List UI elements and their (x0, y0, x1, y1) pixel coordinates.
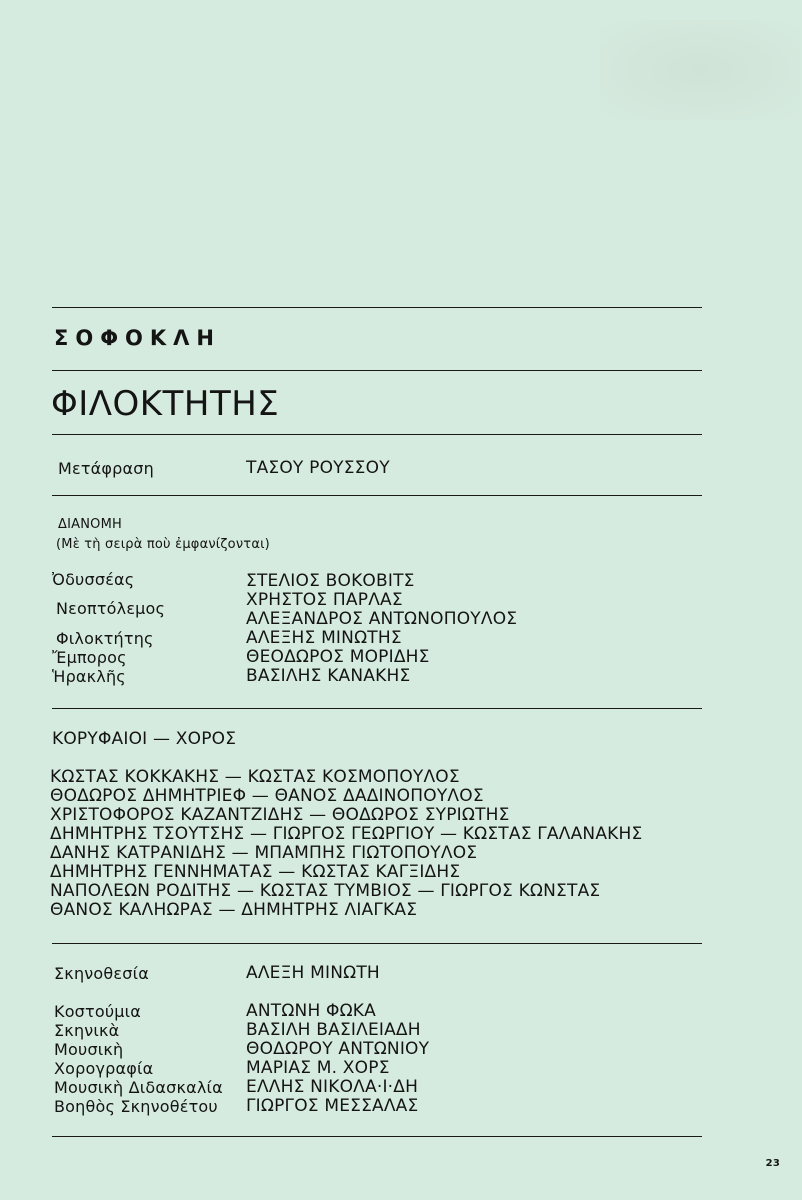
rule-after-cast (52, 708, 702, 709)
credit-name-sets: ΒΑΣΙΛΗ ΒΑΣΙΛΕΙΑΔΗ (246, 1020, 421, 1040)
role-merchant: Ἔμπορος (52, 648, 127, 667)
chorus-line: ΘΑΝΟΣ ΚΑΛΗΩΡΑΣ — ΔΗΜΗΤΡΗΣ ΛΙΑΓΚΑΣ (50, 900, 418, 920)
credit-label-costumes: Κοστούμια (54, 1002, 142, 1021)
chorus-line: ΔΗΜΗΤΡΗΣ ΤΣΟΥΤΣΗΣ — ΓΙΩΡΓΟΣ ΓΕΩΡΓΙΟΥ — ΚΩΣΤΑΣ ΓΑΛΑΝΑΚΗΣ (50, 824, 643, 844)
rule-after-translation (52, 495, 702, 496)
direction-label: Σκηνοθεσία (54, 964, 149, 983)
chorus-line: ΧΡΙΣΤΟΦΟΡΟΣ ΚΑΖΑΝΤΖΙΔΗΣ — ΘΟΔΩΡΟΣ ΣΥΡΙΩΤΗΣ (50, 805, 510, 825)
role-neoptolemus: Νεοπτόλεμος (56, 599, 166, 618)
author-name: ΣΟΦΟΚΛΗ (54, 326, 222, 350)
rule-bottom (52, 1136, 702, 1137)
actor-heracles: ΒΑΣΙΛΗΣ ΚΑΝΑΚΗΣ (246, 666, 411, 686)
cast-heading: ΔΙΑΝΟΜΗ (58, 517, 122, 532)
credit-label-assistant-director: Βοηθὸς Σκηνοθέτου (54, 1097, 218, 1116)
paper-sheen (600, 20, 800, 120)
credit-label-music: Μουσικὴ (54, 1040, 124, 1059)
cast-note: (Μὲ τὴ σειρὰ ποὺ ἐμφανίζονται) (56, 537, 270, 552)
chorus-line: ΘΟΔΩΡΟΣ ΔΗΜΗΤΡΙΕΦ — ΘΑΝΟΣ ΔΑΔΙΝΟΠΟΥΛΟΣ (50, 786, 484, 806)
actor-philoctetes: ΑΛΕΞΗΣ ΜΙΝΩΤΗΣ (246, 628, 402, 648)
actor-odysseus: ΣΤΕΛΙΟΣ ΒΟΚΟΒΙΤΣ (246, 571, 415, 591)
credit-name-assistant-director: ΓΙΩΡΓΟΣ ΜΕΣΣΑΛΑΣ (246, 1096, 419, 1116)
rule-after-chorus (52, 943, 702, 944)
chorus-line: ΔΑΝΗΣ ΚΑΤΡΑΝΙΔΗΣ — ΜΠΑΜΠΗΣ ΓΙΩΤΟΠΟΥΛΟΣ (50, 843, 478, 863)
credit-name-music-teaching: ΕΛΛΗΣ ΝΙΚΟΛΑ·Ι·ΔΗ (246, 1077, 419, 1097)
credit-name-choreography: ΜΑΡΙΑΣ Μ. ΧΟΡΣ (246, 1058, 390, 1078)
play-title: ΦΙΛΟΚΤΗΤΗΣ (51, 384, 280, 424)
translation-name: ΤΑΣΟΥ ΡΟΥΣΣΟΥ (246, 458, 390, 478)
translation-label: Μετάφραση (58, 459, 154, 478)
chorus-line: ΝΑΠΟΛΕΩΝ ΡΟΔΙΤΗΣ — ΚΩΣΤΑΣ ΤΥΜΒΙΟΣ — ΓΙΩΡΓΟΣ ΚΩΝΣΤΑΣ (50, 881, 601, 901)
chorus-line: ΔΗΜΗΤΡΗΣ ΓΕΝΝΗΜΑΤΑΣ — ΚΩΣΤΑΣ ΚΑΓΞΙΔΗΣ (50, 862, 461, 882)
credit-name-music: ΘΟΔΩΡΟΥ ΑΝΤΩΝΙΟΥ (246, 1039, 430, 1059)
role-odysseus: Ὀδυσσέας (52, 570, 135, 589)
role-heracles: Ἡρακλῆς (52, 667, 126, 686)
rule-after-title (52, 434, 702, 435)
actor-merchant: ΘΕΟΔΩΡΟΣ ΜΟΡΙΔΗΣ (246, 647, 430, 667)
rule-top (52, 307, 702, 308)
page-number: 23 (765, 1158, 780, 1169)
role-philoctetes: Φιλοκτήτης (56, 629, 154, 648)
chorus-line: ΚΩΣΤΑΣ ΚΟΚΚΑΚΗΣ — ΚΩΣΤΑΣ ΚΟΣΜΟΠΟΥΛΟΣ (50, 767, 460, 787)
actor-neoptolemus-1: ΧΡΗΣΤΟΣ ΠΑΡΛΑΣ (246, 590, 403, 610)
credit-name-costumes: ΑΝΤΩΝΗ ΦΩΚΑ (246, 1001, 376, 1021)
rule-after-author (52, 370, 702, 371)
actor-neoptolemus-2: ΑΛΕΞΑΝΔΡΟΣ ΑΝΤΩΝΟΠΟΥΛΟΣ (246, 609, 518, 629)
chorus-heading: ΚΟΡΥΦΑΙΟΙ — ΧΟΡΟΣ (52, 729, 237, 749)
credit-label-choreography: Χορογραφία (54, 1059, 154, 1078)
direction-name: ΑΛΕΞΗ ΜΙΝΩΤΗ (246, 963, 380, 983)
credit-label-music-teaching: Μουσικὴ Διδασκαλία (54, 1078, 223, 1097)
credit-label-sets: Σκηνικὰ (54, 1021, 120, 1040)
